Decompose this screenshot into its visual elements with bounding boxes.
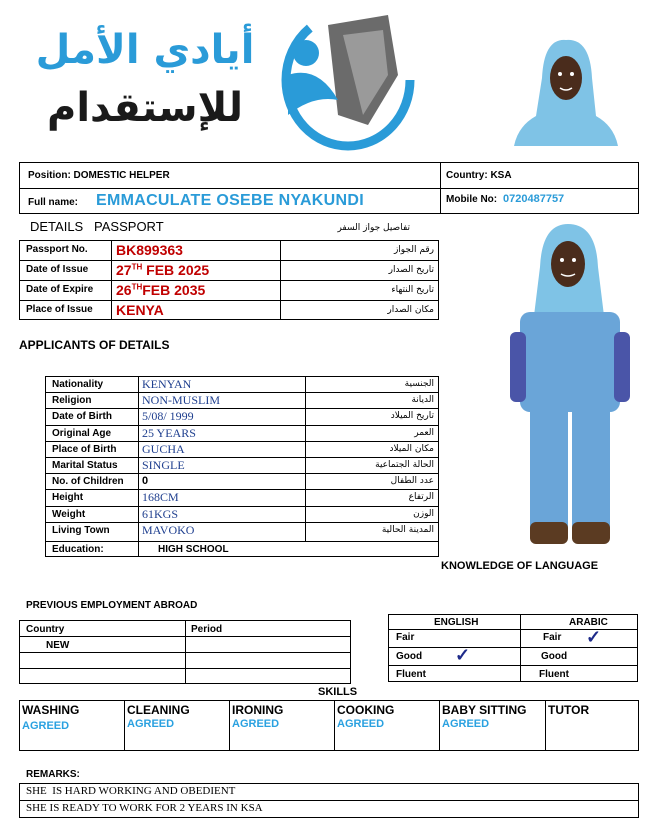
skill-name: COOKING (337, 703, 395, 717)
applicant-row-value: 25 YEARS (142, 425, 196, 440)
applicant-row-label: Living Town (52, 524, 110, 536)
passport-row-value (116, 282, 205, 298)
position-text: Position: DOMESTIC HELPER (28, 170, 170, 181)
passport-value-main: KENYA (116, 302, 164, 318)
applicant-row-value: SINGLE (142, 458, 185, 472)
passport-row-label: Date of Issue (26, 264, 89, 275)
arabic-level-fluent: Fluent (539, 669, 569, 680)
full-name-value: EMMACULATE OSEBE NYAKUNDI (96, 192, 364, 209)
passport-row-arabic-label: تاريخ النتهاء (391, 285, 434, 295)
skill-status: AGREED (232, 718, 280, 730)
passport-title-arabic: تفاصيل جواز السفر (337, 223, 410, 233)
applicant-row-value: 0 (142, 475, 149, 488)
mobile-label: Mobile No: (446, 194, 498, 205)
applicant-row-value: HIGH SCHOOL (158, 544, 229, 555)
logo-arabic-line2: للإستقدام (47, 85, 243, 131)
passport-row-arabic-label: مكان الصدار (387, 305, 434, 315)
applicant-row-arabic-label: الحالة الجتماعية (375, 460, 434, 470)
applicant-row-arabic-label: تاريخ الميلاد (390, 411, 434, 422)
passport-row-label: Passport No. (26, 244, 88, 255)
passport-row-arabic-label: رقم الجواز (393, 245, 434, 255)
passport-value-rest: FEB 2025 (142, 262, 210, 278)
skill-name: CLEANING (127, 703, 190, 717)
skills-table (19, 700, 639, 751)
applicant-row-arabic-label: الرتفاع (408, 492, 434, 503)
applicant-row-value: 168CM (142, 490, 179, 505)
applicant-row-value: NON-MUSLIM (142, 393, 220, 408)
applicant-full-body-photo (508, 222, 633, 552)
applicant-row-arabic-label: الوزن (413, 508, 434, 519)
applicant-row-label: Original Age (52, 427, 112, 439)
passport-row-value (116, 262, 209, 278)
applicant-row-label: Height (52, 492, 84, 504)
english-level-fluent: Fluent (396, 669, 426, 680)
skills-title: SKILLS (318, 686, 358, 698)
agency-logo (10, 5, 450, 155)
applicant-row-value: 5/08/ 1999 (142, 409, 194, 424)
passport-row-label: Date of Expire (26, 284, 94, 295)
applicant-row-arabic-label: المدينة الحالية (381, 524, 434, 535)
applicant-row-arabic-label: عدد الطفال (390, 476, 434, 487)
applicant-row-arabic-label: الديانة (411, 395, 434, 406)
applicant-row-label: Religion (52, 395, 92, 407)
applicant-row-arabic-label: مكان الميلاد (389, 443, 434, 454)
passport-row-arabic-label: تاريخ الصدار (388, 265, 434, 275)
passport-value-main: 26 (116, 282, 132, 298)
skill-name: IRONING (232, 703, 284, 717)
applicant-row-label: Nationality (52, 379, 104, 390)
english-level-fair: Fair (396, 632, 415, 643)
language-english-header: ENGLISH (434, 617, 479, 628)
passport-value-suffix: TH (131, 282, 143, 292)
english-good-check-icon: ✓ (455, 645, 471, 665)
skill-status: AGREED (337, 718, 385, 730)
applicant-row-label: Place of Birth (52, 443, 117, 455)
employment-country-header: Country (26, 624, 65, 635)
language-arabic-header: ARABIC (569, 617, 608, 628)
country-text: Country: KSA (446, 170, 512, 181)
skill-name: WASHING (22, 703, 80, 717)
arabic-level-fair: Fair (543, 632, 562, 643)
mobile-value: 0720487757 (503, 193, 565, 205)
skill-name: BABY SITTING (442, 703, 527, 717)
skill-name: TUTOR (548, 703, 590, 717)
applicant-row-arabic-label: الجنسية (404, 379, 434, 389)
applicant-row-label: Weight (52, 508, 86, 520)
applicant-portrait-photo (514, 38, 618, 146)
applicant-row-label: Date of Birth (52, 411, 112, 423)
applicant-row-arabic-label: العمر (414, 427, 434, 438)
applicant-row-label: Marital Status (52, 460, 118, 471)
applicant-details-title: APPLICANTS OF DETAILS (19, 338, 170, 352)
passport-value-main: BK899363 (116, 242, 183, 258)
applicant-row-value: MAVOKO (142, 522, 195, 537)
passport-title: DETAILS PASSPORT (30, 219, 164, 234)
remarks-line-2: SHE IS READY TO WORK FOR 2 YEARS IN KSA (26, 802, 263, 814)
skill-status: AGREED (127, 718, 175, 730)
passport-row-value (116, 242, 183, 258)
applicant-row-value: KENYAN (142, 377, 192, 391)
skill-status: AGREED (442, 718, 490, 730)
logo-arabic-line1: أيادي الأمل (35, 27, 255, 73)
language-title: KNOWLEDGE OF LANGUAGE (441, 560, 599, 572)
applicant-row-label: Education: (52, 544, 104, 555)
arabic-fair-check-icon: ✓ (586, 627, 602, 647)
applicant-row-label: No. of Children (52, 476, 124, 488)
applicant-row-value: GUCHA (142, 441, 185, 456)
passport-value-rest: FEB 2035 (142, 282, 206, 298)
employment-country-value: NEW (46, 640, 70, 651)
employment-title: PREVIOUS EMPLOYMENT ABROAD (26, 600, 198, 611)
english-level-good: Good (396, 651, 423, 662)
passport-row-label: Place of Issue (26, 304, 93, 315)
employment-period-header: Period (191, 624, 223, 635)
skill-status: AGREED (22, 720, 70, 732)
passport-value-main: 27 (116, 262, 132, 278)
remarks-title: REMARKS: (26, 769, 80, 780)
hands-logo-icon (268, 5, 438, 155)
passport-row-value (116, 302, 164, 318)
remarks-line-1: SHE IS HARD WORKING AND OBEDIENT (26, 785, 236, 797)
applicant-row-value: 61KGS (142, 506, 179, 521)
full-name-label: Full name: (28, 197, 79, 208)
arabic-level-good: Good (541, 651, 568, 662)
passport-value-suffix: TH (131, 262, 143, 272)
